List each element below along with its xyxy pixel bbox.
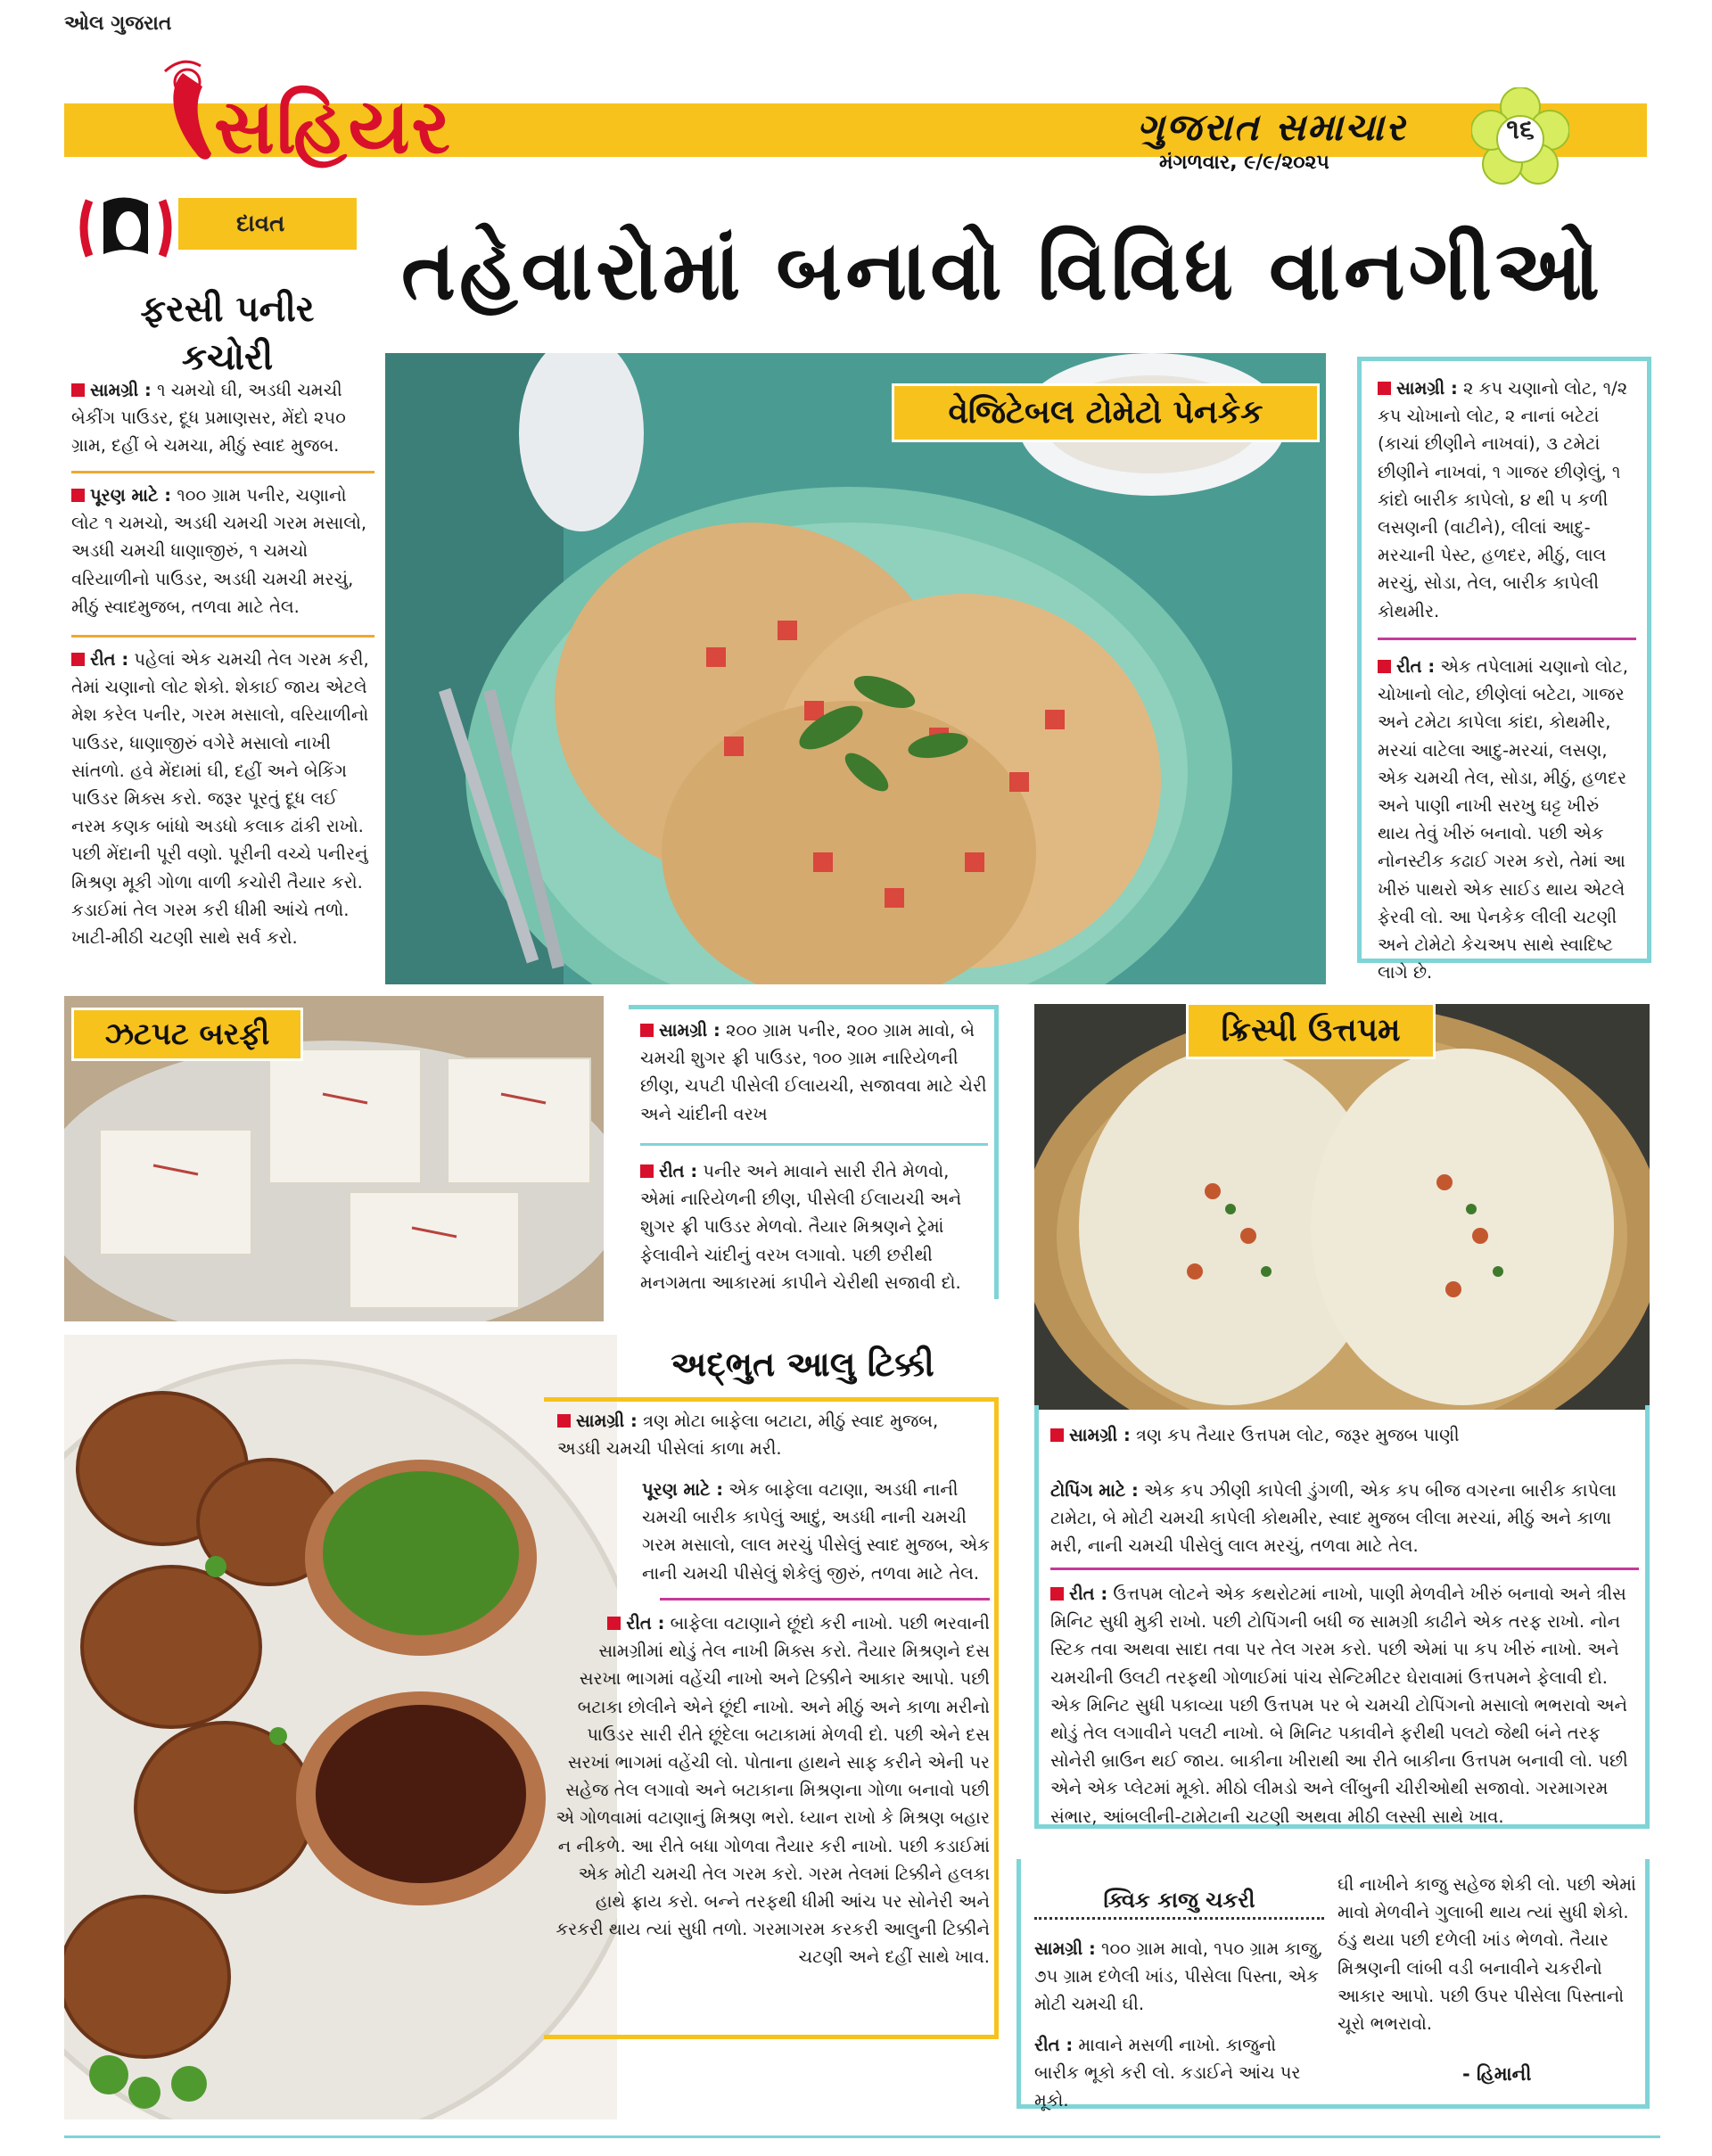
tikki-method: રીત : બાફેલા વટાણાને છૂંદો કરી નાખો. પછી ભરવાની સામગ્રીમાં થોડું તેલ નાખી મિક્સ કરો. તૈયાર મિશ્રણને દસ સરખા ભાગમાં વહેંચી નાખો અને ટિક્કીને આકાર આપો. પછી બટાકા છોલીને એને છૂંદી નાખો. અને મીઠું અને કાળા મરીનો પાઉડર સારી રીતે છૂંદેલા બટાકામાં મેળવી દો. પછી એને દસ સરખાં ભાગમાં વહેંચી લો. પોતાના હાથને સાફ કરીને એની પર સહેજ તેલ લગાવો અને બટાકાના મિશ્રણના ગોળા બનાવો પછી એ ગોળવામાં વટાણાનું મિશ્રણ ભરો. ધ્યાન રાખો કે મિશ્રણ બહાર ન નીકળે. આ રીતે બધા ગોળવા તૈયાર કરી નાખો. પછી કડાઈમાં એક મોટી ચમચી તેલ ગરમ કરો. ગરમ તેલમાં ટિક્કીને હલકા હાથે ફ્રાય કરો. બન્ને તરફથી ધીમી આંચ પર સોનેરી અને કરકરી થાય ત્યાં સુધી તળો. ગરમાગરમ કરકરી આલુની ટિક્કીને ચટણી અને દહીં સાથે ખાવ. bbox=[556, 1613, 990, 1968]
bullet-square-icon bbox=[1050, 1428, 1064, 1442]
page-number: ૧૬ bbox=[1506, 114, 1535, 145]
edition-label: ઓલ ગુજરાત bbox=[64, 12, 172, 35]
divider bbox=[640, 1143, 988, 1146]
bullet-square-icon bbox=[1050, 1587, 1064, 1601]
divider bbox=[1378, 638, 1636, 640]
tikki-ingredients: સામગ્રી : ત્રણ મોટા બાફેલા બટાટા, મીઠું સ્વાદ મુજબ, અડધી ચમચી પીસેલાં કાળા મરી. bbox=[557, 1411, 939, 1460]
divider bbox=[71, 471, 374, 473]
kaju-method-part2: ઘી નાખીને કાજુ સહેજ શેકી લો. પછી એમાં માવો મેળવીને ગુલાબી થાય ત્યાં સુધી શેકો. ઠંડુ થયા પછી દળેલી ખાંડ ભેળવો. તૈયાર મિશ્રણની લાંબી વડી બનાવીને ચકરીનો આકાર આપો. પછી ઉપર પીસેલા પિસ્તાનો ચૂરો ભભરાવો. bbox=[1338, 1874, 1636, 2034]
bullet-square-icon bbox=[71, 383, 85, 397]
kachori-title bbox=[89, 285, 366, 382]
kachori-ingredients: સામગ્રી : ૧ ચમચો ઘી, અડધી ચમચી બેકીંગ પાઉડર, દૂધ પ્રમાણસર, મેંદો ૨૫૦ ગ્રામ, દહીં બે ચમચા, મીઠું સ્વાદ મુજબ. bbox=[71, 380, 346, 457]
newspaper-name: ગુજરાત સમાચાર bbox=[1137, 105, 1407, 149]
uttapam-photo bbox=[1034, 1004, 1650, 1410]
kachori-title-line2: કચોરી bbox=[181, 337, 274, 378]
divider bbox=[660, 1598, 990, 1601]
brand-name: સહિયર bbox=[214, 82, 452, 170]
bullet-square-icon bbox=[640, 1164, 654, 1178]
bullet-square-icon bbox=[71, 653, 85, 666]
page-date: મંગળવાર, ૯/૯/૨૦૨૫ bbox=[1159, 152, 1329, 174]
bullet-square-icon bbox=[557, 1414, 571, 1428]
divider bbox=[71, 635, 374, 638]
kachori-method: રીત : પહેલાં એક ચમચી તેલ ગરમ કરી, તેમાં ચણાનો લોટ શેકો. શેકાઈ જાય એટલે મેશ કરેલ પનીર, ગરમ મસાલો, વરિયાળીનો પાઉડર, ધાણાજીરું વગેરે મસાલો નાખી સાંતળો. હવે મેંદામાં ઘી, દહીં અને બેકિંગ પાઉડર મિક્સ કરો. જરૂર પૂરતું દૂધ લઈ નરમ કણક બાંધો અડધો કલાક ઢાંકી રાખો. પછી મેંદાની પૂરી વણો. પૂરીની વચ્ચે પનીરનું મિશ્રણ મૂકી ગોળા વાળી કચોરી તૈયાર કરો. કડાઈમાં તેલ ગરમ કરી ધીમી આંચે તળો. ખાટી-મીઠી ચટણી સાથે સર્વ કરો. bbox=[71, 649, 369, 948]
uttapam-method: રીત : ઉત્તપમ લોટને એક કથરોટમાં નાખો, પાણી મેળવીને ખીરું બનાવો અને ત્રીસ મિનિટ સુધી મુકી રાખો. પછી ટોપિંગની બધી જ સામગ્રી કાઢીને એક તરફ રાખો. નોન સ્ટિક તવા અથવા સાદા તવા પર તેલ ગરમ કરો. પછી એમાં પા કપ ખીરું નાખો. અને ચમચીની ઉલટી તરફથી ગોળાઈમાં પાંચ સેન્ટિમીટર ઘેરાવામાં ઉત્તપમને ફેલાવી દો. એક મિનિટ સુધી પકાવ્યા પછી ઉત્તપમ પર બે ચમચી ટોપિંગનો મસાલો ભભરાવો અને થોડું તેલ લગાવીને પલટી નાખો. બે મિનિટ પકાવીને ફરીથી પલટો જેથી બંને તરફ સોનેરી બ્રાઉન થઈ જાય. બાકીના ખીરાથી આ રીતે બાકીના ઉત્તપમ બનાવી લો. પછી એને એક પ્લેટમાં મૂકો. મીઠો લીમડો અને લીંબુની ચીરીઓથી સજાવો. ગરમાગરમ સંભાર, આંબલીની-ટામેટાની ચટણી અથવા મીઠી લસ્સી સાથે ખાવ. bbox=[1050, 1584, 1628, 1827]
bottom-rule bbox=[64, 2135, 1660, 2138]
woman-face-icon bbox=[73, 192, 178, 263]
pancake-ingredients: સામગ્રી : ૨ કપ ચણાનો લોટ, ૧/૨ કપ ચોખાનો લોટ, ૨ નાનાં બટેટાં (કાચાં છીણીને નાખવાં), ૩ ટમેટાં છીણીને નાખવાં, ૧ ગાજર છીણેલું, ૧ કાંદો બારીક કાપેલો, ૪ થી ૫ કળી લસણની (વાટીને), લીલાં આદુ-મરચાની પેસ્ટ, હળદર, મીઠું, લાલ મરચું, સોડા, તેલ, બારીક કાપેલી કોથમીર. bbox=[1378, 378, 1628, 621]
bullet-square-icon bbox=[71, 489, 85, 502]
uttapam-topping: ટોપિંગ માટે : એક કપ ઝીણી કાપેલી ડુંગળી, એક કપ બીજ વગરના બારીક કાપેલા ટામેટા, બે મોટી ચમચી કાપેલી કોથમીર, સ્વાદ મુજબ લીલા મરચાં, મીઠું અને કાળા મરી, નાની ચમચી પીસેલું લાલ મરચું, તળવા માટે તેલ. bbox=[1050, 1480, 1617, 1557]
pancake-method: રીત : એક તપેલામાં ચણાનો લોટ, ચોખાનો લોટ, છીણેલાં બટેટા, ગાજર અને ટમેટા કાપેલા કાંદા, કોથમીર, મરચાં વાટેલા આદુ-મરચાં, લસણ, એક ચમચી તેલ, સોડા, મીઠું, હળદર અને પાણી નાખી સરખુ ઘટ્ટ ખીરું થાય તેવું ખીરું બનાવો. પછી એક નોનસ્ટીક કઢાઈ ગરમ કરો, તેમાં આ ખીરું પાથરો એક સાઈડ થાય એટલે ફેરવી લો. આ પેનકેક લીલી ચટણી અને ટોમેટો કેચઅપ સાથે સ્વાદિષ્ટ લાગે છે. bbox=[1378, 656, 1628, 983]
kachori-title-line1: ફરસી પનીર bbox=[140, 289, 315, 330]
divider bbox=[1050, 1568, 1639, 1570]
page-title: તહેવારોમાં બનાવો વિવિધ વાનગીઓ bbox=[401, 223, 1603, 318]
bullet-square-icon bbox=[607, 1617, 621, 1630]
bullet-square-icon bbox=[1378, 660, 1391, 673]
tikki-filling: પૂરણ માટે : એક બાફેલા વટાણા, અડધી નાની ચમચી બારીક કાપેલું આદું, અડધી નાની ચમચી ગરમ મસાલો, લાલ મરચું પીસેલું સ્વાદ મુજબ, એક નાની ચમચી પીસેલું શેકેલું જીરું, તળવા માટે તેલ. bbox=[642, 1479, 990, 1584]
pancake-title: વેજિટેબલ ટોમેટો પેનકેક bbox=[892, 383, 1320, 442]
bullet-square-icon bbox=[1378, 382, 1391, 395]
pancake-photo bbox=[385, 353, 1326, 984]
barfi-method: રીત : પનીર અને માવાને સારી રીતે મેળવો, એમાં નારિયેળની છીણ, પીસેલી ઈલાયચી અને શુગર ફ્રી પાઉડર મેળવો. તૈયાર મિશ્રણને ટ્રેમાં ફેલાવીને ચાંદીનું વરખ લગાવો. પછી છરીથી મનગમતા આકારમાં કાપીને ચેરીથી સજાવી દો. bbox=[640, 1161, 962, 1293]
kaju-title: ક્વિક કાજુ ચકરી bbox=[1034, 1883, 1324, 1920]
uttapam-title: ક્રિસ્પી ઉત્તપમ bbox=[1186, 1002, 1436, 1059]
barfi-title: ઝટપટ બરફી bbox=[71, 1008, 303, 1061]
kachori-filling: પૂરણ માટે : ૧૦૦ ગ્રામ પનીર, ચણાનો લોટ ૧ ચમચો, અડધી ચમચી ગરમ મસાલો, અડધી ચમચી ધાણાજીરું, ૧ ચમચો વરિયાળીનો પાઉડર, અડધી ચમચી મરચું, મીઠું સ્વાદમુજબ, તળવા માટે તેલ. bbox=[71, 485, 367, 617]
barfi-ingredients: સામગ્રી : ૨૦૦ ગ્રામ પનીર, ૨૦૦ ગ્રામ માવો, બે ચમચી શુગર ફ્રી પાઉડર, ૧૦૦ ગ્રામ નારિયેળની છીણ, ચપટી પીસેલી ઈલાયચી, સજાવવા માટે ચેરી અને ચાંદીની વરખ bbox=[640, 1020, 987, 1124]
tikki-photo bbox=[64, 1335, 617, 2119]
bullet-square-icon bbox=[640, 1024, 654, 1037]
tikki-title: અદ્ભુત આલુ ટિક્કી bbox=[624, 1339, 981, 1395]
kaju-method-part1: રીત : માવાને મસળી નાખો. કાજુનો બારીક ભૂકો કરી લો. કડાઈને આંચ પર મૂકો. bbox=[1034, 2035, 1301, 2111]
section-label: દાવત bbox=[236, 210, 285, 237]
author-credit: - હિમાની bbox=[1462, 2063, 1532, 2085]
uttapam-ingredients: સામગ્રી : ત્રણ કપ તૈયાર ઉત્તપમ લોટ, જરૂર મુજબ પાણી bbox=[1050, 1421, 1639, 1449]
kaju-ingredients: સામગ્રી : ૧૦૦ ગ્રામ માવો, ૧૫૦ ગ્રામ કાજુ, ૭૫ ગ્રામ દળેલી ખાંડ, પીસેલા પિસ્તા, એક મોટી ચમચી ઘી. bbox=[1034, 1938, 1323, 2015]
